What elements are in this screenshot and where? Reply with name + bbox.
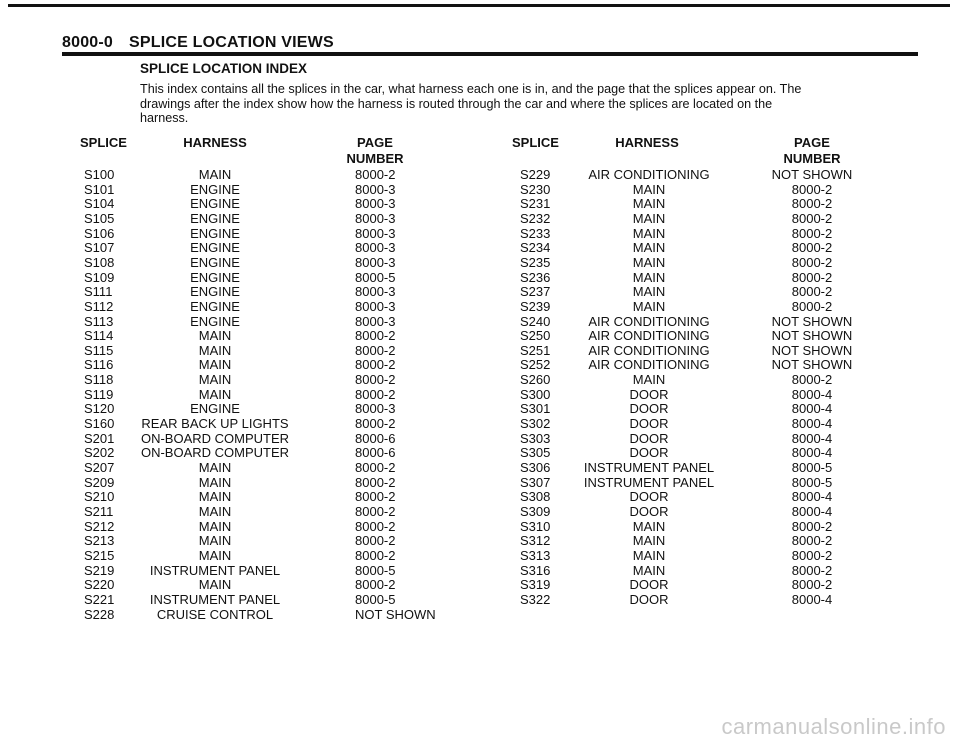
left-row-harness-name: MAIN	[198, 167, 232, 182]
left-row-harness-name: MAIN	[198, 474, 232, 490]
right-row-harness-name: MAIN	[632, 240, 666, 256]
left-row-harness-name: ON-BOARD COMPUTER	[140, 445, 290, 461]
right-row-splice-id: S316	[520, 562, 551, 578]
right-row-splice-id: S302	[520, 416, 551, 432]
right-row-splice-id: S232	[520, 210, 551, 226]
right-header-harness: HARNESS	[615, 135, 679, 150]
right-row-splice-id: S307	[520, 474, 551, 490]
left-row-splice-id: S104	[84, 196, 115, 212]
right-row-page-number: 8000-2	[791, 372, 833, 388]
left-row-harness-name: MAIN	[198, 518, 232, 534]
right-row-page-number: 8000-4	[791, 386, 833, 402]
right-row-splice-id: S251	[520, 342, 551, 358]
left-row-splice-id: S219	[84, 562, 115, 578]
section-rule	[62, 52, 918, 56]
left-row-page-number: 8000-3	[355, 401, 396, 417]
left-header-page-line2: NUMBER	[346, 151, 404, 166]
left-row-harness-name: MAIN	[198, 577, 232, 593]
right-row-page-number: 8000-2	[791, 210, 833, 226]
right-header-page	[762, 135, 862, 167]
right-row-page-number: 8000-2	[791, 269, 833, 285]
left-row-harness-name: ENGINE	[190, 225, 240, 241]
left-row-harness-name: MAIN	[198, 386, 232, 402]
right-row-splice-id: S313	[520, 547, 551, 563]
right-row-harness-name: AIR CONDITIONING	[588, 328, 710, 344]
left-row-harness-name: ENGINE	[190, 254, 240, 270]
left-row-page-number: 8000-2	[355, 328, 396, 344]
right-row-harness-name: INSTRUMENT PANEL	[583, 460, 715, 475]
left-row-page-number: 8000-2	[355, 386, 396, 402]
left-row-page-number: 8000-2	[355, 357, 396, 373]
left-row-page-number: 8000-2	[355, 577, 396, 593]
left-row-page-number: 8000-6	[355, 430, 396, 446]
left-row-harness-name: INSTRUMENT PANEL	[149, 591, 281, 607]
left-row-page-number: 8000-3	[355, 254, 396, 270]
right-row-harness-name: INSTRUMENT PANEL	[583, 474, 715, 490]
left-row-page-number: 8000-3	[355, 196, 396, 212]
right-row-splice-id: S312	[520, 533, 551, 549]
left-row-harness-name: CRUISE CONTROL	[156, 606, 274, 622]
right-row-splice-id: S322	[520, 591, 551, 607]
right-row-splice-id: S237	[520, 284, 551, 300]
left-row-splice-id: S220	[84, 577, 115, 593]
left-row-splice-id: S101	[84, 181, 115, 197]
right-row-page-number: 8000-4	[791, 503, 833, 519]
right-row-splice-id: S300	[520, 386, 551, 402]
right-row-harness-name: MAIN	[632, 196, 666, 212]
right-row-page-number: 8000-5	[791, 474, 833, 490]
right-row-splice-id: S305	[520, 445, 551, 461]
right-row-harness-name: MAIN	[632, 533, 666, 549]
right-row-page-number: 8000-4	[791, 591, 833, 607]
left-row-harness-name: ENGINE	[190, 401, 240, 417]
left-row-harness-name: MAIN	[198, 533, 232, 549]
right-row-harness-name: MAIN	[632, 269, 666, 285]
watermark: carmanualsonline.info	[721, 714, 946, 739]
left-row-splice-id: S215	[84, 547, 115, 563]
left-header-splice: SPLICE	[80, 135, 127, 150]
right-row-harness-name: MAIN	[632, 547, 666, 563]
left-row-harness-name: REAR BACK UP LIGHTS	[141, 416, 289, 432]
left-row-harness-name: ENGINE	[190, 269, 240, 285]
left-row-page-number: 8000-3	[355, 225, 396, 241]
left-row-page-number: 8000-3	[355, 313, 396, 329]
right-row-harness-name: DOOR	[629, 430, 669, 446]
right-row-harness-name: MAIN	[632, 225, 666, 241]
left-row-splice-id: S210	[84, 489, 115, 505]
right-row-harness-name: MAIN	[632, 210, 666, 226]
left-row-splice-id: S107	[84, 240, 115, 256]
left-row-splice-id: S213	[84, 533, 115, 549]
right-row-page-number: 8000-2	[791, 240, 833, 256]
right-row-splice-id: S303	[520, 430, 551, 446]
right-row-page-number: NOT SHOWN	[771, 342, 853, 358]
left-row-page-number: 8000-5	[355, 562, 396, 578]
right-row-harness-name: DOOR	[629, 416, 669, 432]
right-row-page-number: 8000-4	[791, 430, 833, 446]
right-row-splice-id: S308	[520, 489, 551, 505]
right-row-splice-id: S301	[520, 401, 551, 417]
right-row-page-number: 8000-2	[791, 298, 833, 314]
left-row-harness-name: MAIN	[198, 503, 232, 519]
top-rule	[8, 4, 950, 7]
left-row-page-number: NOT SHOWN	[355, 606, 436, 622]
left-row-splice-id: S207	[84, 460, 115, 475]
right-row-harness-name: AIR CONDITIONING	[588, 342, 710, 358]
right-header-page-line1: PAGE	[794, 135, 830, 150]
right-row-page-number: 8000-2	[791, 577, 833, 593]
left-row-splice-id: S120	[84, 401, 115, 417]
right-row-page-number: 8000-2	[791, 533, 833, 549]
left-row-splice-id: S112	[84, 298, 114, 314]
right-row-harness-name: DOOR	[629, 445, 669, 461]
right-row-page-number: NOT SHOWN	[771, 357, 853, 373]
left-header-harness: HARNESS	[183, 135, 247, 150]
right-row-page-number: NOT SHOWN	[771, 167, 853, 182]
left-row-splice-id: S100	[84, 167, 115, 182]
left-row-harness-name: MAIN	[198, 547, 232, 563]
left-header-page-line1: PAGE	[357, 135, 393, 150]
right-row-page-number: 8000-2	[791, 254, 833, 270]
left-row-page-number: 8000-3	[355, 240, 396, 256]
right-row-page-number: 8000-2	[791, 196, 833, 212]
right-row-page-number: 8000-2	[791, 225, 833, 241]
right-row-harness-name: DOOR	[629, 401, 669, 417]
right-row-splice-id: S309	[520, 503, 551, 519]
left-row-splice-id: S228	[84, 606, 115, 622]
index-title: SPLICE LOCATION INDEX	[140, 61, 308, 76]
right-row-splice-id: S319	[520, 577, 551, 593]
left-row-splice-id: S106	[84, 225, 115, 241]
left-row-harness-name: ENGINE	[190, 240, 240, 256]
right-row-harness-name: DOOR	[629, 577, 669, 593]
left-row-harness-name: ENGINE	[190, 181, 240, 197]
left-row-splice-id: S108	[84, 254, 115, 270]
right-row-harness-name: MAIN	[632, 518, 666, 534]
left-row-splice-id: S111	[84, 284, 113, 300]
left-row-page-number: 8000-2	[355, 518, 396, 534]
right-row-harness-name: MAIN	[632, 284, 666, 300]
left-row-splice-id: S116	[84, 357, 114, 373]
left-row-page-number: 8000-5	[355, 591, 396, 607]
right-row-page-number: NOT SHOWN	[771, 328, 853, 344]
left-row-page-number: 8000-2	[355, 372, 396, 388]
left-row-harness-name: MAIN	[198, 372, 232, 388]
left-row-splice-id: S119	[84, 386, 114, 402]
right-row-page-number: 8000-4	[791, 401, 833, 417]
left-row-page-number: 8000-2	[355, 342, 396, 358]
right-row-harness-name: MAIN	[632, 298, 666, 314]
left-row-page-number: 8000-2	[355, 474, 396, 490]
left-row-splice-id: S209	[84, 474, 115, 490]
left-row-page-number: 8000-3	[355, 284, 396, 300]
left-row-splice-id: S118	[84, 372, 114, 388]
left-row-splice-id: S160	[84, 416, 115, 432]
right-row-page-number: 8000-2	[791, 518, 833, 534]
left-row-harness-name: MAIN	[198, 328, 232, 344]
right-row-harness-name: DOOR	[629, 489, 669, 505]
right-row-splice-id: S234	[520, 240, 551, 256]
right-row-harness-name: AIR CONDITIONING	[588, 313, 710, 329]
right-row-splice-id: S236	[520, 269, 551, 285]
right-row-page-number: 8000-5	[791, 460, 833, 475]
left-row-harness-name: ENGINE	[190, 284, 240, 300]
right-header-page-line2: NUMBER	[783, 151, 841, 166]
right-row-splice-id: S229	[520, 167, 551, 182]
right-row-splice-id: S239	[520, 298, 551, 314]
left-row-harness-name: MAIN	[198, 357, 232, 373]
right-row-harness-name: DOOR	[629, 591, 669, 607]
section-code: 8000-0	[62, 34, 114, 51]
left-row-page-number: 8000-2	[355, 489, 396, 505]
right-row-splice-id: S252	[520, 357, 551, 373]
left-row-page-number: 8000-2	[355, 503, 396, 519]
left-row-page-number: 8000-2	[355, 547, 396, 563]
right-row-page-number: 8000-2	[791, 562, 833, 578]
left-row-splice-id: S115	[84, 342, 114, 358]
left-row-splice-id: S105	[84, 210, 115, 226]
left-row-page-number: 8000-3	[355, 210, 396, 226]
right-row-page-number: 8000-4	[791, 489, 833, 505]
right-row-harness-name: MAIN	[632, 254, 666, 270]
right-row-harness-name: DOOR	[629, 386, 669, 402]
left-row-splice-id: S212	[84, 518, 115, 534]
right-row-harness-name: MAIN	[632, 372, 666, 388]
right-header-splice: SPLICE	[512, 135, 559, 150]
left-row-page-number: 8000-2	[355, 167, 396, 182]
right-row-splice-id: S230	[520, 181, 551, 197]
left-row-page-number: 8000-2	[355, 533, 396, 549]
left-row-harness-name: ENGINE	[190, 196, 240, 212]
right-row-harness-name: MAIN	[632, 562, 666, 578]
left-row-harness-name: MAIN	[198, 342, 232, 358]
left-header-page	[330, 135, 420, 167]
right-row-page-number: 8000-2	[791, 181, 833, 197]
right-row-page-number: 8000-2	[791, 284, 833, 300]
right-row-splice-id: S310	[520, 518, 551, 534]
intro-paragraph: This index contains all the splices in the car, what harness each one is in, and the page that the splices appear on. The drawings after the index show how the harness is routed through the car and where the splices are located on the harness.	[140, 82, 802, 125]
right-row-page-number: 8000-4	[791, 416, 833, 432]
left-row-page-number: 8000-6	[355, 445, 396, 461]
left-row-splice-id: S114	[84, 328, 114, 344]
section-title: SPLICE LOCATION VIEWS	[129, 34, 334, 51]
right-row-page-number: 8000-4	[791, 445, 833, 461]
left-row-harness-name: INSTRUMENT PANEL	[149, 562, 281, 578]
right-row-splice-id: S231	[520, 196, 551, 212]
left-row-harness-name: ON-BOARD COMPUTER	[140, 430, 290, 446]
left-row-splice-id: S201	[84, 430, 115, 446]
left-row-page-number: 8000-3	[355, 298, 396, 314]
right-row-harness-name: DOOR	[629, 503, 669, 519]
right-row-splice-id: S260	[520, 372, 551, 388]
right-row-page-number: NOT SHOWN	[771, 313, 853, 329]
left-row-harness-name: MAIN	[198, 489, 232, 505]
left-row-page-number: 8000-5	[355, 269, 396, 285]
left-row-harness-name: ENGINE	[190, 298, 240, 314]
left-row-harness-name: ENGINE	[190, 210, 240, 226]
left-row-splice-id: S211	[84, 503, 114, 519]
left-row-harness-name: MAIN	[198, 460, 232, 475]
right-row-splice-id: S306	[520, 460, 551, 475]
left-row-page-number: 8000-2	[355, 416, 396, 432]
right-row-splice-id: S250	[520, 328, 551, 344]
left-row-splice-id: S109	[84, 269, 115, 285]
right-row-harness-name: AIR CONDITIONING	[588, 167, 710, 182]
left-row-harness-name: ENGINE	[190, 313, 240, 329]
left-row-page-number: 8000-2	[355, 460, 396, 475]
right-row-splice-id: S235	[520, 254, 551, 270]
right-row-harness-name: MAIN	[632, 181, 666, 197]
right-row-page-number: 8000-2	[791, 547, 833, 563]
left-row-splice-id: S113	[84, 313, 114, 329]
left-row-splice-id: S202	[84, 445, 115, 461]
left-row-splice-id: S221	[84, 591, 115, 607]
right-row-splice-id: S233	[520, 225, 551, 241]
right-row-splice-id: S240	[520, 313, 551, 329]
left-row-page-number: 8000-3	[355, 181, 396, 197]
section-heading	[62, 34, 334, 52]
right-row-harness-name: AIR CONDITIONING	[588, 357, 710, 373]
